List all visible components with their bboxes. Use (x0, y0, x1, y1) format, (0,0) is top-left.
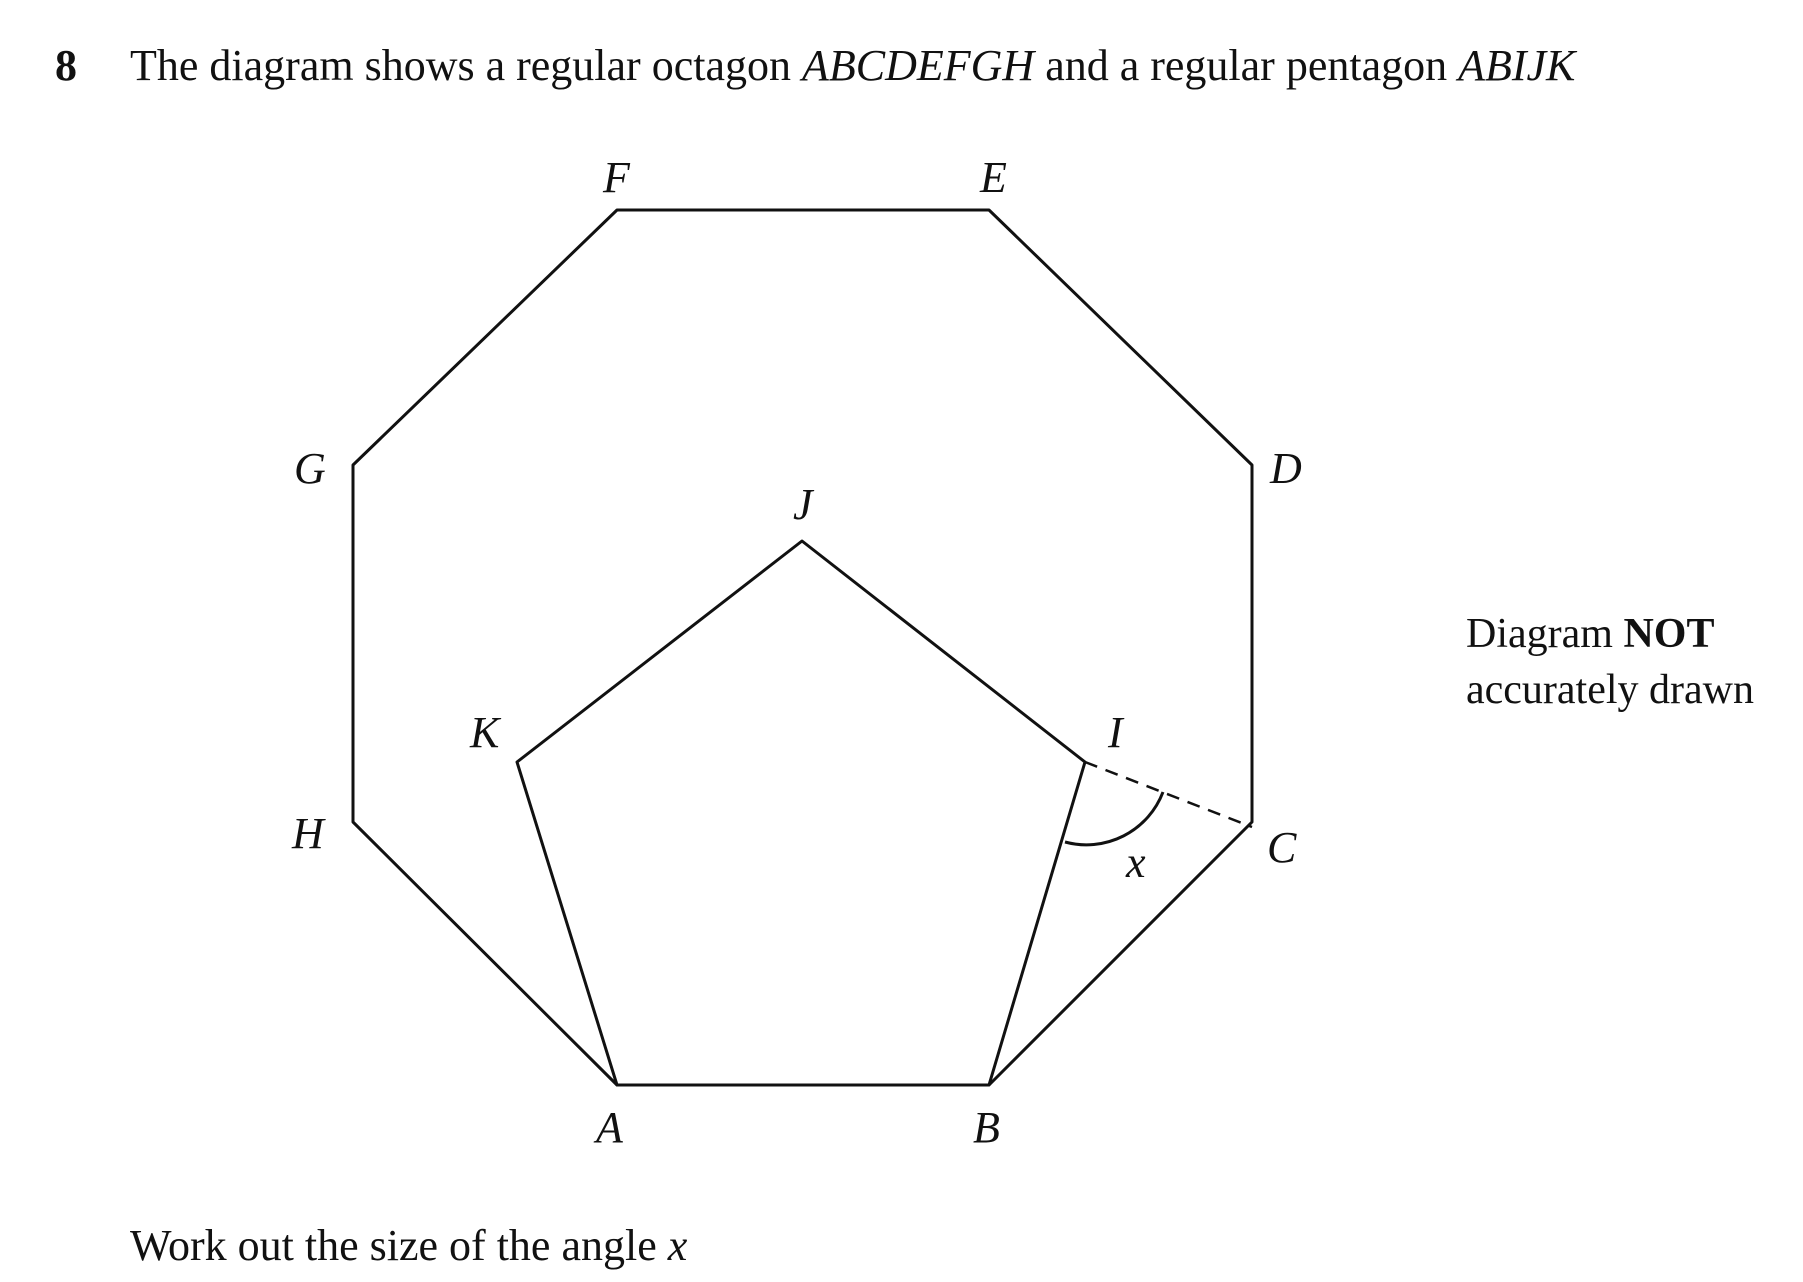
question-number: 8 (55, 41, 77, 90)
task-text-main: Work out the size of the angle (130, 1221, 668, 1270)
pentagon-name: ABIJK (1458, 41, 1576, 90)
vertex-label-g: G (294, 444, 326, 493)
vertex-label-a: A (596, 1103, 623, 1152)
dashed-line-i-c (1085, 762, 1252, 827)
vertex-label-h: H (292, 809, 324, 858)
note-not-emphasis: NOT (1623, 611, 1715, 657)
question-text-middle: and a regular pentagon (1034, 41, 1459, 90)
angle-arc-x (1065, 792, 1163, 845)
note-line-1 (1466, 606, 1754, 662)
vertex-label-i: I (1108, 708, 1123, 757)
angle-label-x: x (1126, 838, 1146, 887)
octagon-name: ABCDEFGH (802, 41, 1035, 90)
vertex-label-j: J (793, 480, 813, 529)
pentagon-abijk (517, 541, 1085, 1085)
vertex-label-c: C (1267, 823, 1297, 872)
octagon-abcdefgh (353, 210, 1252, 1085)
task-variable: x (667, 1221, 688, 1270)
vertex-label-f: F (603, 153, 630, 202)
vertex-label-b: B (973, 1103, 1000, 1152)
note-line-1-prefix: Diagram (1466, 611, 1624, 657)
task-text (130, 1220, 687, 1272)
vertex-label-d: D (1270, 444, 1302, 493)
diagram-note (1466, 606, 1754, 718)
question-text-prefix: The diagram shows a regular octagon (130, 41, 802, 90)
vertex-label-e: E (980, 153, 1007, 202)
vertex-label-k: K (470, 708, 500, 757)
note-line-2: accurately drawn (1466, 667, 1754, 713)
